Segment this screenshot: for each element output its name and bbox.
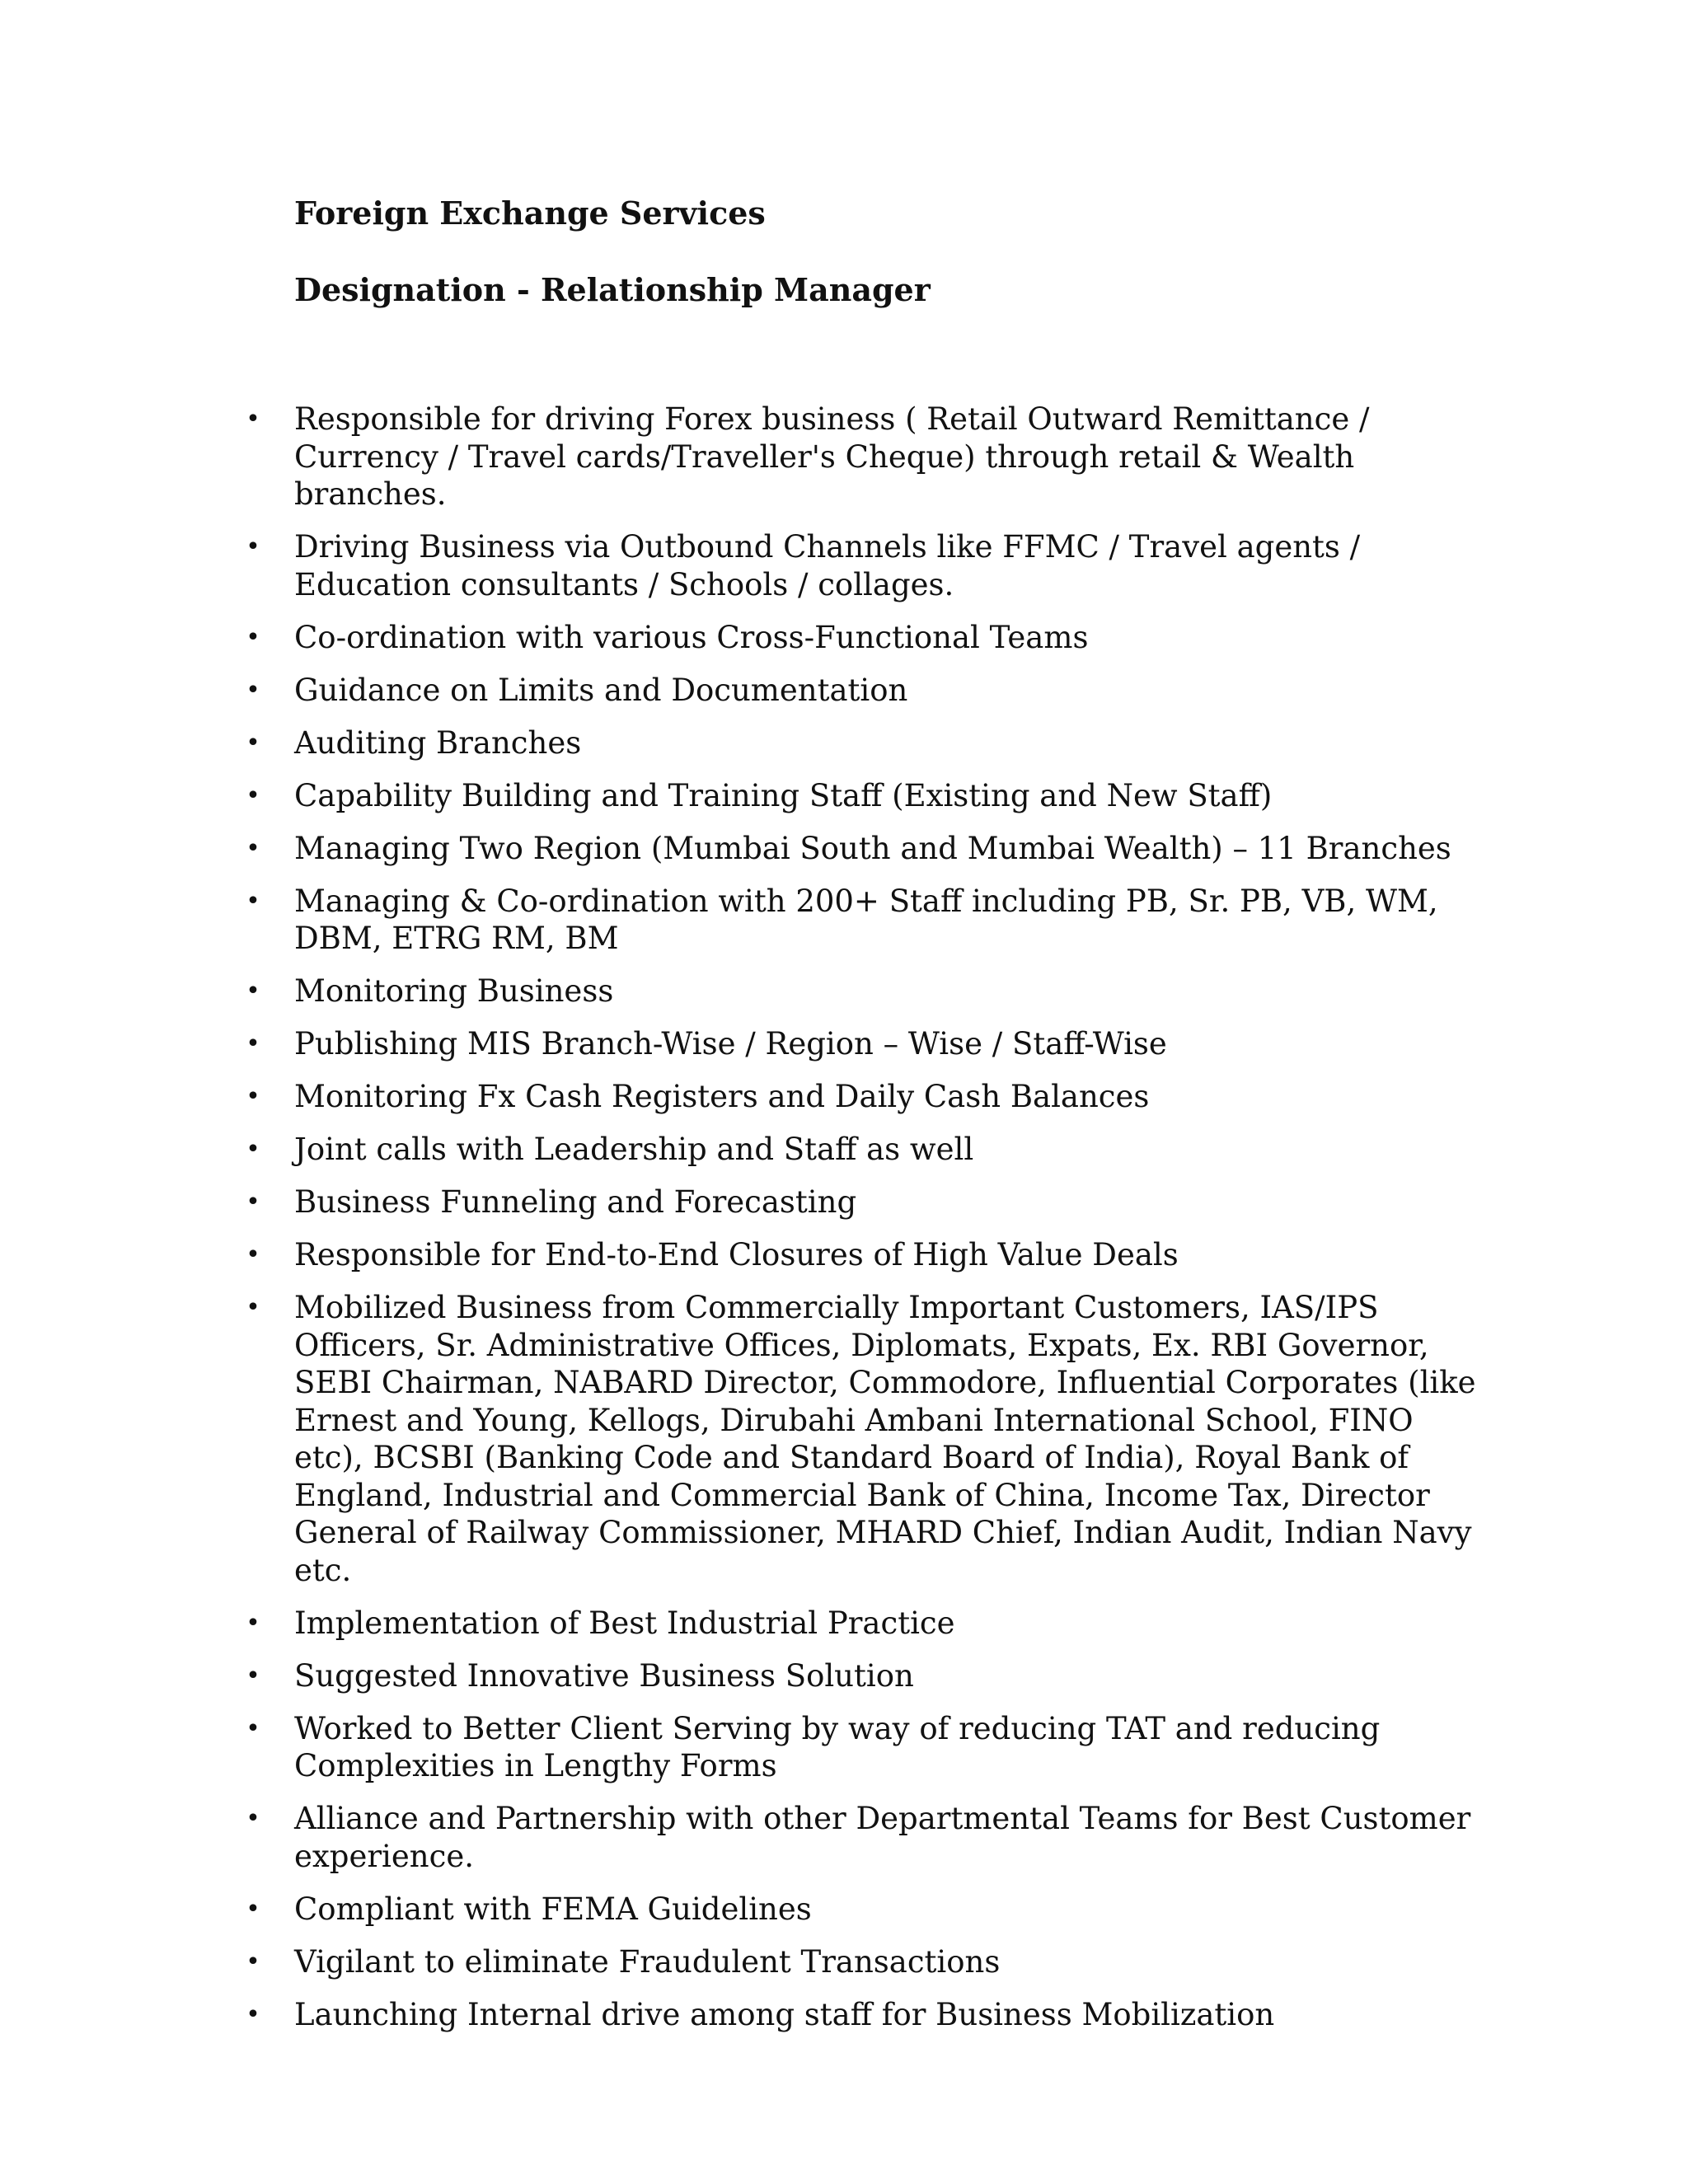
- bullet-icon: •: [246, 1029, 260, 1058]
- bullet-icon: •: [246, 833, 260, 863]
- list-item-text: Publishing MIS Branch-Wise / Region – Wise / Staff-Wise: [294, 1026, 1167, 1062]
- list-item: [246, 1078, 1481, 1116]
- bullet-icon: •: [246, 532, 260, 561]
- list-item-text: Auditing Branches: [294, 724, 582, 761]
- list-item-text: Monitoring Fx Cash Registers and Daily Cash Balances: [294, 1079, 1150, 1114]
- list-item-text: Vigilant to eliminate Fraudulent Transactions: [294, 1943, 1001, 1980]
- list-item: [246, 883, 1481, 958]
- bullet-icon: •: [246, 405, 260, 434]
- bullet-icon: •: [246, 1999, 260, 2029]
- bullet-icon: •: [246, 1188, 260, 1216]
- list-item-text: Co-ordination with various Cross-Functional Teams: [294, 619, 1089, 655]
- list-item-text: Mobilized Business from Commercially Important Customers, IAS/IPS Officers, Sr. Administrative Offices, Diplomats, Expats, Ex. RBI Governor, SEBI Chairman, NABARD Director, Commodore, Influential Corporates (like Ernest and Young, Kellogs, Dirubahi Ambani International School, FINO etc), BCSBI (Banking Code and Standard Board of India), Royal Bank of England, Industrial and Commercial Bank of China, Income Tax, Director General of Railway Commissioner, MHARD Chief, Indian Audit, Indian Navy etc.: [294, 1290, 1476, 1588]
- list-item-text: Suggested Innovative Business Solution: [294, 1657, 914, 1694]
- list-item-text: Implementation of Best Industrial Practice: [294, 1605, 955, 1641]
- bullet-icon: •: [246, 1713, 260, 1743]
- bullet-icon: •: [246, 1947, 260, 1976]
- list-item-text: Worked to Better Client Serving by way of reducing TAT and reducing Complexities in Lengthy Forms: [294, 1710, 1381, 1783]
- list-item-text: Monitoring Business: [294, 973, 614, 1009]
- bullet-icon: •: [246, 1240, 260, 1269]
- list-item: [246, 1131, 1481, 1169]
- list-item: [246, 1657, 1481, 1695]
- list-item: [246, 528, 1481, 603]
- list-item: [246, 1025, 1481, 1063]
- bullet-icon: •: [246, 977, 260, 1005]
- list-item: [246, 672, 1481, 710]
- list-item: [246, 1800, 1481, 1875]
- bullet-icon: •: [246, 622, 260, 652]
- bullet-icon: •: [246, 1135, 260, 1164]
- bullet-icon: •: [246, 1661, 260, 1690]
- list-item-text: Managing & Co-ordination with 200+ Staff including PB, Sr. PB, VB, WM, DBM, ETRG RM, BM: [294, 883, 1438, 956]
- list-item: [246, 1183, 1481, 1221]
- bullet-icon: •: [246, 780, 260, 810]
- bullet-icon: •: [246, 1082, 260, 1111]
- bullet-icon: •: [246, 1804, 260, 1833]
- bullet-icon: •: [246, 1608, 260, 1638]
- list-item-text: Business Funneling and Forecasting: [294, 1184, 857, 1220]
- bullet-icon: •: [246, 728, 260, 757]
- bullet-icon: •: [246, 1894, 260, 1924]
- list-item-text: Alliance and Partnership with other Departmental Teams for Best Customer experience.: [294, 1801, 1471, 1874]
- list-item: [246, 1289, 1481, 1589]
- list-item: [246, 724, 1481, 762]
- list-item: [246, 1605, 1481, 1643]
- list-item: [246, 619, 1481, 657]
- list-item-text: Launching Internal drive among staff for Business Mobilization: [294, 1996, 1275, 2032]
- responsibilities-list: [246, 401, 1481, 2049]
- bullet-icon: •: [246, 886, 260, 916]
- list-item-text: Capability Building and Training Staff (Existing and New Staff): [294, 777, 1273, 813]
- designation-heading: Designation - Relationship Manager: [294, 271, 931, 308]
- list-item-text: Driving Business via Outbound Channels like FFMC / Travel agents / Education consultants / Schools / collages.: [294, 529, 1361, 602]
- list-item: [246, 1891, 1481, 1929]
- bullet-icon: •: [246, 675, 260, 705]
- list-item: [246, 1236, 1481, 1274]
- list-item: [246, 972, 1481, 1010]
- bullet-icon: •: [246, 1293, 260, 1322]
- list-item: [246, 1710, 1481, 1785]
- list-item-text: Responsible for End-to-End Closures of High Value Deals: [294, 1237, 1179, 1272]
- list-item-text: Guidance on Limits and Documentation: [294, 672, 908, 708]
- company-heading: Foreign Exchange Services: [294, 194, 766, 232]
- list-item: [246, 401, 1481, 513]
- list-item: [246, 830, 1481, 868]
- list-item: [246, 1996, 1481, 2034]
- list-item-text: Joint calls with Leadership and Staff as well: [294, 1132, 974, 1167]
- list-item-text: Compliant with FEMA Guidelines: [294, 1891, 812, 1927]
- list-item: [246, 1943, 1481, 1981]
- list-item-text: Responsible for driving Forex business ( Retail Outward Remittance / Currency / Travel cards/Traveller's Cheque) through retail & Wealth branches.: [294, 401, 1370, 512]
- list-item-text: Managing Two Region (Mumbai South and Mumbai Wealth) – 11 Branches: [294, 830, 1451, 866]
- list-item: [246, 777, 1481, 815]
